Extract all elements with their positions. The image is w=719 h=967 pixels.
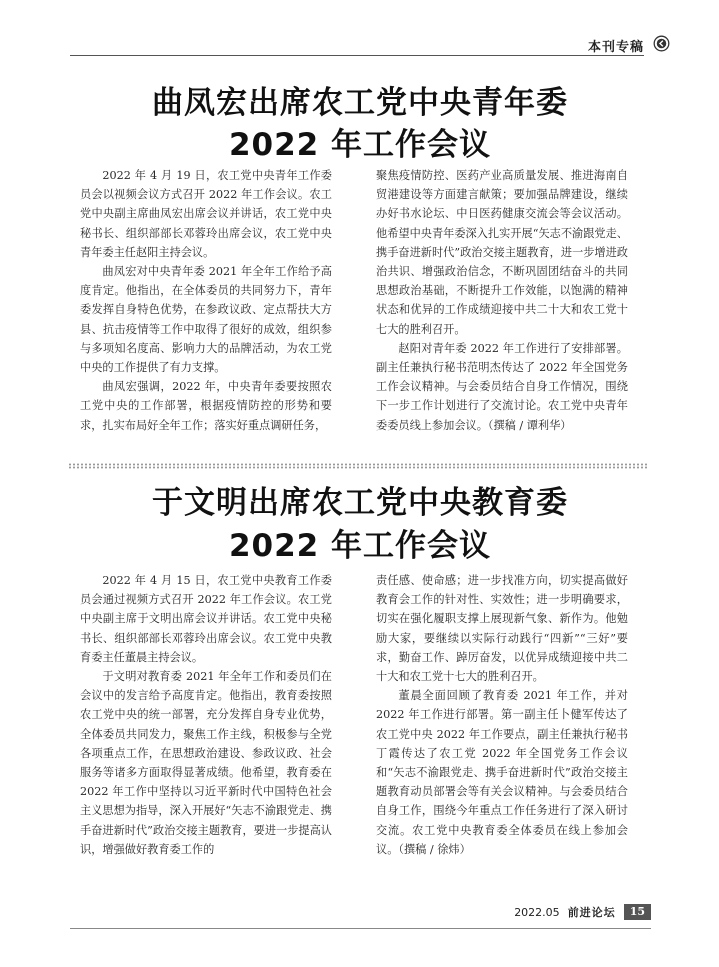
article2-title-line1: 于文明出席农工党中央教育委 [152,485,568,521]
article2-paragraph: 责任感、使命感；进一步找准方向，切实提高做好教育会工作的针对性、实效性；进一步明确要求，切实在强化履职支撑上展现新气象、新作为。他勉励大家，要继续以实际行动践行“四新”“三好”要求，勤奋工作、踔厉奋发，以优异成绩迎接中共二十大和农工党十七大的胜利召开。 [376,574,628,684]
article2-right-column [376,571,628,859]
article2-title-line2: 2022 年工作会议 [228,528,492,564]
article1-paragraph: 曲凤宏对中央青年委 2021 年全年工作给予高度肯定。他指出，在全体委员的共同努力下，青年委发挥自身特色优势，在参政议政、定点帮扶大方县、抗击疫情等工作中取得了很好的成效，组织参与多项知名度高、影响力大的品牌活动，为农工党中央的工作提供了有力支撑。 [80,265,332,375]
article2-paragraph: 2022 年 4 月 15 日，农工党中央教育工作委员会通过视频方式召开 2022 年工作会议。农工党中央副主席于文明出席会议并讲话。农工党中央秘书长、组织部部长邓蓉玲出席会议。农工党中央教育委主任董晨主持会议。 [80,574,332,664]
article1-paragraph: 赵阳对青年委 2022 年工作进行了安排部署。副主任兼执行秘书范明杰传达了 2022 年全国党务工作会议精神。与会委员结合自身工作情况，围绕下一步工作计划进行了交流讨论。农工党中央青年委委员线上参加会议。（撰稿 / 谭利华） [376,341,628,432]
arrow-circle-icon [653,35,670,52]
article2-paragraph: 董晨全面回顾了教育委 2021 年工作，并对 2022 年工作进行部署。第一副主任卜健军传达了农工党中央 2022 年工作要点，副主任兼执行秘书丁霞传达了农工党 2022 年全国党务工作会议和“矢志不渝跟党走、携手奋进新时代”政治交接主题教育动员部署会等有关会议精神。与会委员结合自身工作，围绕今年重点工作任务进行了深入研讨交流。农工党中央教育委全体委员在线上参加会议。（撰稿 / 徐炜） [376,689,628,856]
article1-paragraph: 2022 年 4 月 19 日，农工党中央青年工作委员会以视频会议方式召开 2022 年工作会议。农工党中央副主席曲凤宏出席会议并讲话，农工党中央秘书长、组织部部长邓蓉玲出席会议，农工党中央青年委主任赵阳主持会议。 [80,169,332,259]
page-number: 15 [624,904,651,920]
section-label: 本刊专稿 [587,40,644,55]
issue-date: 2022.05 [514,905,560,919]
article1-title-line1: 曲凤宏出席农工党中央青年委 [152,85,568,121]
article2-left-column [80,571,332,859]
page-footer [514,904,651,920]
article1-paragraph: 曲凤宏强调，2022 年，中央青年委要按照农工党中央的工作部署，根据疫情防控的形势和要求，扎实布局好全年工作；落实好重点调研任务， [80,380,332,432]
article2-paragraph: 于文明对教育委 2021 年全年工作和委员们在会议中的发言给予高度肯定。他指出，教育委按照农工党中央的统一部署，充分发挥自身专业优势，全体委员共同发力，聚焦工作主线，积极参与全党各项重点工作，在思想政治建设、参政议政、社会服务等诸多方面取得显著成绩。他希望，教育委在 2022 年工作中坚持以习近平新时代中国特色社会主义思想为指导，深入开展好“矢志不渝跟党走、携手奋进新时代”政治交接主题教育，要进一步提高认识，增强做好教育委工作的 [80,670,332,856]
article1-title-line2: 2022 年工作会议 [228,127,492,163]
page-header [70,30,678,60]
article1-paragraph: 聚焦疫情防控、医药产业高质量发展、推进海南自贸港建设等方面建言献策；要加强品牌建设，继续办好书水论坛、中日医药健康交流会等会议活动。他希望中央青年委深入扎实开展“矢志不渝跟党走、携手奋进新时代”政治交接主题教育，进一步增进政治共识、增强政治信念，不断巩固团结奋斗的共同思想政治基础，不断提升工作效能，以饱满的精神状态和优异的工作成绩迎接中共二十大和农工党十七大的胜利召开。 [376,169,628,336]
magazine-name: 前进论坛 [567,906,616,919]
footer-rule [70,928,651,929]
section-divider [68,463,648,469]
article1-left-column [80,166,332,435]
article1-right-column [376,166,628,435]
header-rule [70,55,644,56]
